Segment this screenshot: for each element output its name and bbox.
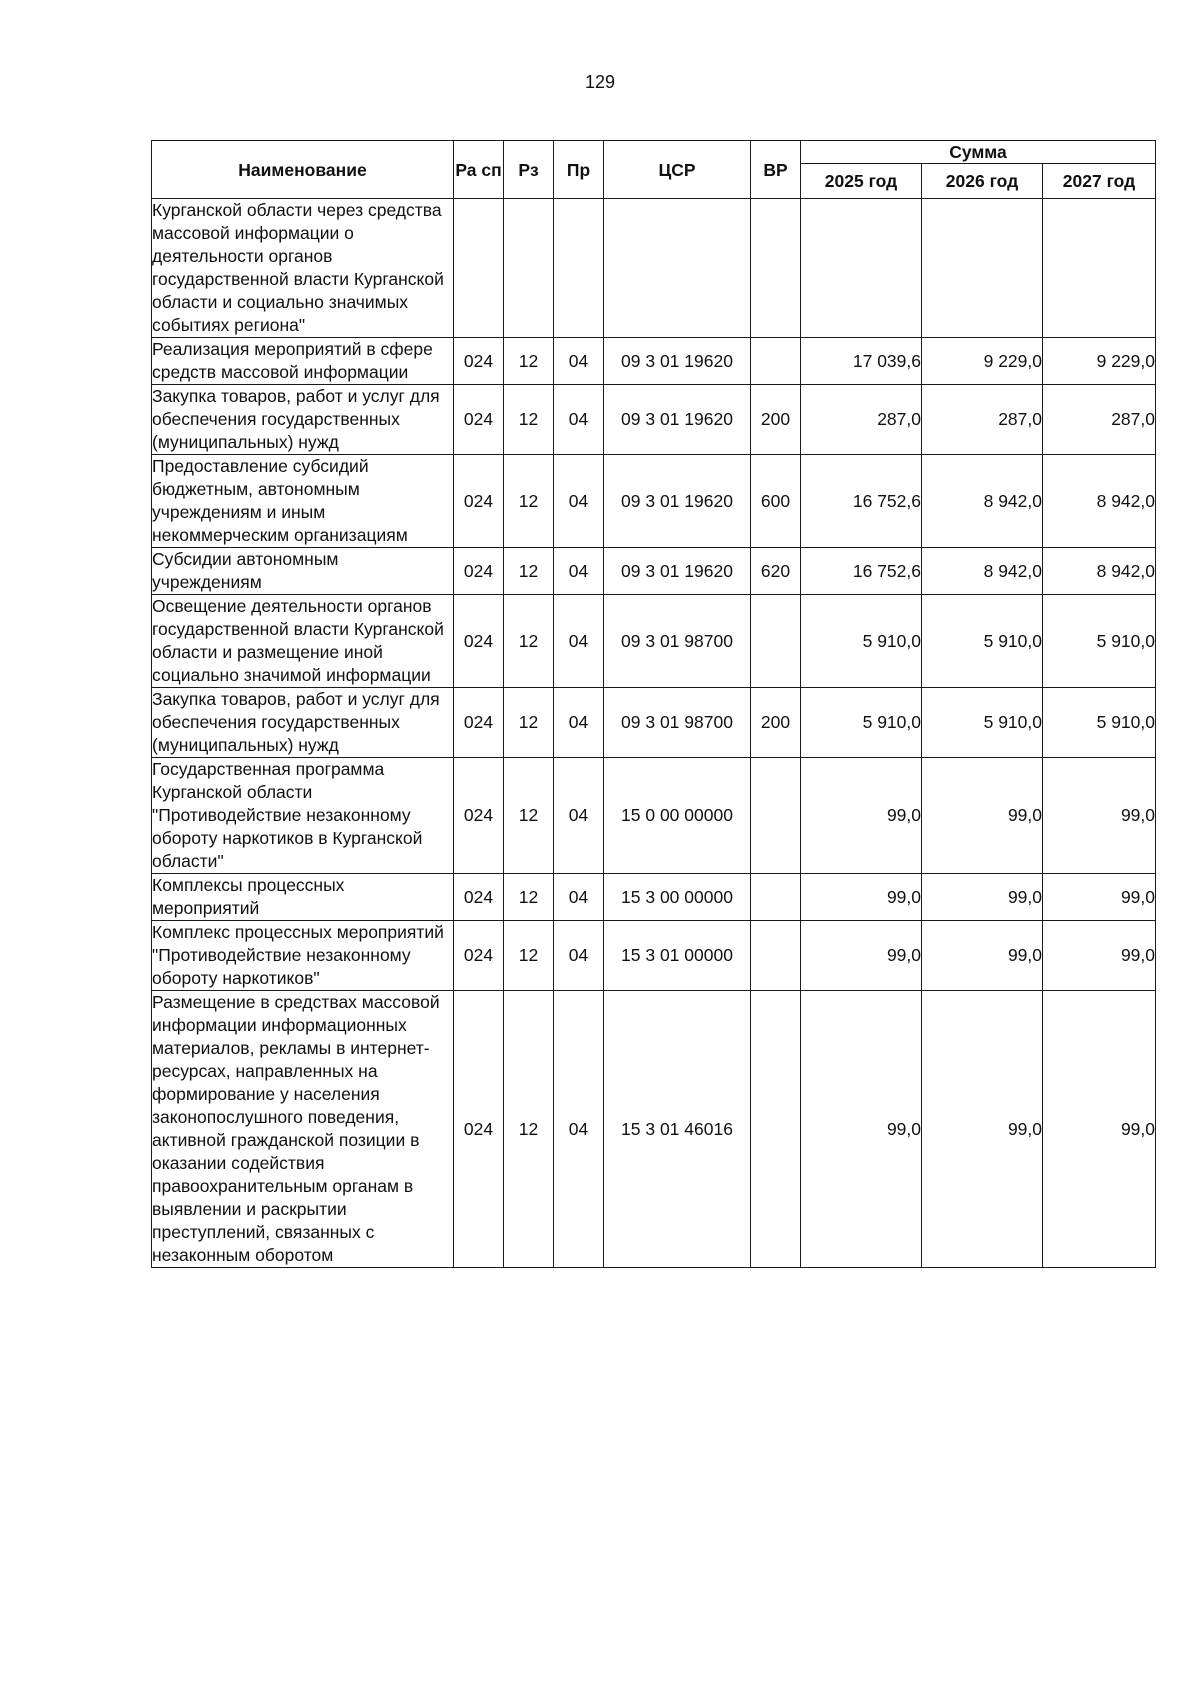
- cell-vr: 620: [751, 548, 801, 595]
- cell-name: Размещение в средствах массовой информации информационных материалов, рекламы в интернет-ресурсах, направленных на формирование у населения законопослушного поведения, активной гражданской позиции в оказании содействия правоохранительным органам в выявлении и раскрытии преступлений, связанных с незаконным оборотом: [152, 991, 454, 1268]
- cell-2025: 99,0: [801, 991, 922, 1268]
- table-row: [152, 921, 1156, 991]
- cell-2027: 9 229,0: [1043, 338, 1156, 385]
- header-2026: 2026 год: [922, 164, 1043, 199]
- cell-rz: 12: [504, 455, 554, 548]
- cell-rz: 12: [504, 921, 554, 991]
- cell-2026: [922, 199, 1043, 338]
- cell-pr: [554, 199, 604, 338]
- header-2027: 2027 год: [1043, 164, 1156, 199]
- cell-2027: 99,0: [1043, 758, 1156, 874]
- cell-pr: 04: [554, 455, 604, 548]
- cell-2027: 8 942,0: [1043, 548, 1156, 595]
- cell-pr: 04: [554, 548, 604, 595]
- header-2025: 2025 год: [801, 164, 922, 199]
- cell-2026: 99,0: [922, 758, 1043, 874]
- cell-name: Предоставление субсидий бюджетным, автономным учреждениям и иным некоммерческим организациям: [152, 455, 454, 548]
- table-body: [152, 199, 1156, 1268]
- cell-2025: 287,0: [801, 385, 922, 455]
- table-row: [152, 548, 1156, 595]
- cell-2025: 16 752,6: [801, 455, 922, 548]
- cell-2025: 5 910,0: [801, 595, 922, 688]
- cell-rz: 12: [504, 991, 554, 1268]
- cell-vr: [751, 874, 801, 921]
- cell-rasp: 024: [454, 758, 504, 874]
- cell-rz: 12: [504, 758, 554, 874]
- cell-2026: 99,0: [922, 921, 1043, 991]
- cell-2026: 8 942,0: [922, 548, 1043, 595]
- cell-name: Комплексы процессных мероприятий: [152, 874, 454, 921]
- header-sum: Сумма: [801, 141, 1156, 164]
- cell-rasp: 024: [454, 548, 504, 595]
- cell-pr: 04: [554, 595, 604, 688]
- cell-2026: 9 229,0: [922, 338, 1043, 385]
- cell-2027: 5 910,0: [1043, 688, 1156, 758]
- budget-table: [151, 140, 1156, 1268]
- cell-name: Освещение деятельности органов государственной власти Курганской области и размещение иной социально значимой информации: [152, 595, 454, 688]
- cell-csr: 09 3 01 19620: [604, 385, 751, 455]
- cell-csr: 09 3 01 19620: [604, 338, 751, 385]
- cell-csr: [604, 199, 751, 338]
- table-row: [152, 338, 1156, 385]
- cell-rz: 12: [504, 385, 554, 455]
- cell-rz: 12: [504, 595, 554, 688]
- cell-2027: [1043, 199, 1156, 338]
- cell-pr: 04: [554, 991, 604, 1268]
- cell-name: Закупка товаров, работ и услуг для обеспечения государственных (муниципальных) нужд: [152, 385, 454, 455]
- table-row: [152, 874, 1156, 921]
- cell-rz: 12: [504, 688, 554, 758]
- cell-rasp: 024: [454, 385, 504, 455]
- cell-csr: 15 0 00 00000: [604, 758, 751, 874]
- cell-vr: [751, 758, 801, 874]
- cell-2027: 8 942,0: [1043, 455, 1156, 548]
- cell-2026: 8 942,0: [922, 455, 1043, 548]
- cell-name: Субсидии автономным учреждениям: [152, 548, 454, 595]
- cell-rasp: 024: [454, 595, 504, 688]
- cell-rasp: [454, 199, 504, 338]
- cell-2026: 99,0: [922, 991, 1043, 1268]
- cell-2026: 287,0: [922, 385, 1043, 455]
- cell-2027: 99,0: [1043, 921, 1156, 991]
- table-row: [152, 758, 1156, 874]
- cell-rz: 12: [504, 338, 554, 385]
- cell-pr: 04: [554, 874, 604, 921]
- cell-2025: 5 910,0: [801, 688, 922, 758]
- table-row: [152, 199, 1156, 338]
- header-pr: Пр: [554, 141, 604, 199]
- header-rasp: Ра сп: [454, 141, 504, 199]
- cell-2027: 287,0: [1043, 385, 1156, 455]
- cell-vr: [751, 991, 801, 1268]
- cell-vr: [751, 921, 801, 991]
- cell-rasp: 024: [454, 455, 504, 548]
- cell-rasp: 024: [454, 874, 504, 921]
- cell-vr: [751, 199, 801, 338]
- cell-2025: 99,0: [801, 921, 922, 991]
- cell-csr: 09 3 01 19620: [604, 548, 751, 595]
- table-row: [152, 595, 1156, 688]
- cell-name: Государственная программа Курганской области "Противодействие незаконному обороту наркотиков в Курганской области": [152, 758, 454, 874]
- cell-csr: 09 3 01 19620: [604, 455, 751, 548]
- cell-pr: 04: [554, 338, 604, 385]
- cell-rasp: 024: [454, 991, 504, 1268]
- table-row: [152, 688, 1156, 758]
- cell-vr: 200: [751, 385, 801, 455]
- cell-pr: 04: [554, 921, 604, 991]
- cell-csr: 09 3 01 98700: [604, 688, 751, 758]
- cell-name: Закупка товаров, работ и услуг для обеспечения государственных (муниципальных) нужд: [152, 688, 454, 758]
- cell-2027: 5 910,0: [1043, 595, 1156, 688]
- cell-pr: 04: [554, 385, 604, 455]
- cell-rz: [504, 199, 554, 338]
- cell-rz: 12: [504, 548, 554, 595]
- cell-pr: 04: [554, 758, 604, 874]
- cell-2025: 99,0: [801, 758, 922, 874]
- cell-csr: 15 3 01 46016: [604, 991, 751, 1268]
- cell-2026: 5 910,0: [922, 595, 1043, 688]
- cell-name: Реализация мероприятий в сфере средств массовой информации: [152, 338, 454, 385]
- table-row: [152, 455, 1156, 548]
- cell-2026: 5 910,0: [922, 688, 1043, 758]
- cell-rasp: 024: [454, 688, 504, 758]
- cell-rz: 12: [504, 874, 554, 921]
- table-row: [152, 385, 1156, 455]
- cell-csr: 15 3 01 00000: [604, 921, 751, 991]
- header-csr: ЦСР: [604, 141, 751, 199]
- cell-vr: 200: [751, 688, 801, 758]
- table-header: [152, 141, 1156, 199]
- cell-vr: 600: [751, 455, 801, 548]
- cell-2025: 17 039,6: [801, 338, 922, 385]
- header-rz: Рз: [504, 141, 554, 199]
- cell-csr: 09 3 01 98700: [604, 595, 751, 688]
- cell-name: Курганской области через средства массовой информации о деятельности органов государственной власти Курганской области и социально значимых событиях региона": [152, 199, 454, 338]
- cell-2025: 16 752,6: [801, 548, 922, 595]
- cell-2025: [801, 199, 922, 338]
- cell-2025: 99,0: [801, 874, 922, 921]
- header-name: Наименование: [152, 141, 454, 199]
- table-row: [152, 991, 1156, 1268]
- page-number: 129: [584, 72, 616, 92]
- cell-2026: 99,0: [922, 874, 1043, 921]
- cell-vr: [751, 595, 801, 688]
- cell-pr: 04: [554, 688, 604, 758]
- cell-name: Комплекс процессных мероприятий "Противодействие незаконному обороту наркотиков": [152, 921, 454, 991]
- cell-2027: 99,0: [1043, 874, 1156, 921]
- cell-2027: 99,0: [1043, 991, 1156, 1268]
- cell-vr: [751, 338, 801, 385]
- cell-csr: 15 3 00 00000: [604, 874, 751, 921]
- header-vr: ВР: [751, 141, 801, 199]
- cell-rasp: 024: [454, 921, 504, 991]
- cell-rasp: 024: [454, 338, 504, 385]
